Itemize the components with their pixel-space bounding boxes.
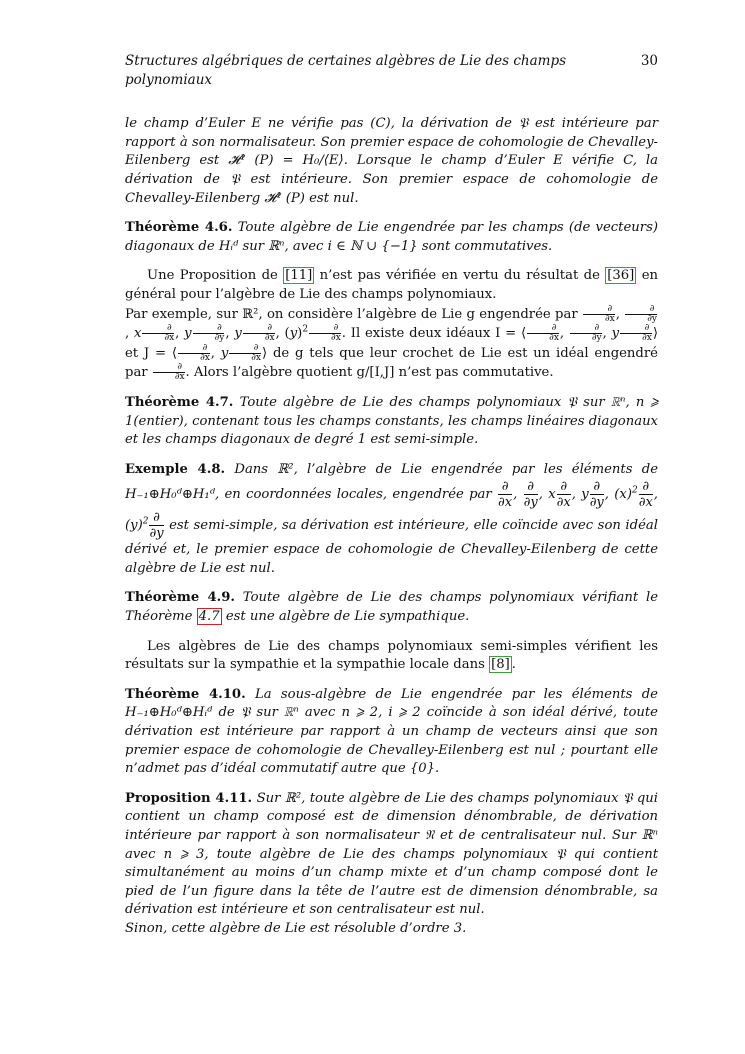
example-label: Exemple 4.8. bbox=[125, 461, 226, 477]
text-span: Les algèbres de Lie des champs polynomiaux semi-simples vérifient les résultats sur la sympathie et la sympathie locale dans bbox=[125, 638, 658, 673]
partial-derivative: $\frac{\partial}{\partial x}$ bbox=[583, 305, 615, 324]
partial-derivative: $\frac{\partial}{\partial x}$ bbox=[153, 363, 185, 382]
text-span: n’est pas vérifiée en vertu du résultat de bbox=[319, 268, 600, 284]
partial-derivative: ∂ ∂y bbox=[523, 479, 538, 511]
running-header bbox=[125, 52, 658, 89]
text-span: Dans ℝ², l’algèbre de Lie engendrée par les éléments de H₋₁⊕H₀ᵈ⊕H₁ᵈ, en coordonnées locales, engendrée par bbox=[125, 461, 658, 503]
partial-derivative: ∂ ∂x bbox=[556, 479, 571, 511]
text-span: . Il existe deux idéaux I = ⟨ bbox=[341, 326, 527, 342]
partial-derivative: $\frac{\partial}{\partial y}$ bbox=[625, 305, 657, 324]
partial-derivative: ∂ ∂y bbox=[589, 479, 604, 511]
proposition-text: Sur ℝ², toute algèbre de Lie des champs polynomiaux 𝔓 qui contient un champ composé est de dimension dénombrable, de dérivation intérieure par rapport à son normalisateur 𝔑 et de centralisateur nul. Sur ℝⁿ avec n ⩾ 3, toute algèbre de Lie des champs polynomiaux 𝔓 qui contient simultanément au moins d’un champ mixte et d’un champ composé dont le pied de l’un figure dans la tête de l’autre est de dimension dénombrable, sa dérivation est intérieure et son centralisateur est nul. bbox=[125, 790, 659, 918]
intro-paragraph: le champ d’Euler E ne vérifie pas (C), la dérivation de 𝔓 est intérieure par rapport à son normalisateur. Son premier espace de cohomologie de Chevalley-Eilenberg est 𝓗¹ (P) = H₀/⟨E⟩. Lorsque le champ d’Euler E vérifie C, la dérivation de 𝔓 est intérieure. Son premier espace de cohomologie de Chevalley-Eilenberg 𝓗¹ (P) est nul. bbox=[125, 116, 658, 206]
partial-derivative: $\frac{\partial}{\partial y}$ bbox=[570, 324, 602, 343]
partial-derivative: ∂ ∂x bbox=[498, 479, 513, 511]
theorem-4-7 bbox=[125, 394, 658, 450]
theorem-label: Théorème 4.6. bbox=[125, 220, 233, 236]
text-span: est une algèbre de Lie sympathique. bbox=[225, 609, 470, 625]
theorem-4-10 bbox=[125, 686, 658, 779]
partial-derivative: $\frac{\partial}{\partial x}$ bbox=[229, 344, 261, 363]
partial-derivative: ∂ ∂x bbox=[638, 479, 653, 511]
text-span: en général pour l’algèbre de Lie des champs polynomiaux. bbox=[125, 268, 659, 302]
partial-derivative: $\frac{\partial}{\partial x}$ bbox=[142, 324, 174, 343]
paragraph-counterexample: Une Proposition de [11] n’est pas vérifiée en vertu du résultat de [36] en général pour l’algèbre de Lie des champs polynomiaux. Par exemple, sur ℝ², on considère l’algèbre de Lie g engendrée par $\frac{\partial}{\partial x}$ , $\frac{\partial}{\partial y}$ , x $\frac{\partial}{\partial x}$ , y $\frac{\partial}{\partial y}$ , y $\frac{\partial}{\partial x}$ , $(y)^2$ $\frac{\partial}{\partial x}$ . Il existe deux idéaux I = ⟨ $\frac{\partial}{\partial x}$ , $\frac{\partial}{\partial y}$ , y $\frac{\partial}{\partial x}$ ⟩ et J = ⟨ $\frac{\partial}{\partial x}$ , y $\frac{\partial}{\partial x}$ ⟩ de g tels que leur crochet de Lie est un idéal engendré par $\frac{\partial}{\partial x}$ . Alors l’algèbre quotient g/[I,J] n’est pas commutative. bbox=[125, 268, 659, 383]
text-span: Une Proposition de bbox=[147, 268, 278, 284]
citation-link[interactable]: [8] bbox=[491, 657, 510, 673]
theorem-text: La sous-algèbre de Lie engendrée par les éléments de H₋₁⊕H₀ᵈ⊕Hᵢᵈ de 𝔓 sur ℝⁿ avec n ⩾ 2, i ⩾ 2 coïncide à son idéal dérivé, toute dérivation est intérieure par rapport à un champ de vecteurs ainsi que son premier espace de cohomologie de Chevalley-Eilenberg est nul ; pourtant elle n’admet pas d’idéal commutatif autre que {0}. bbox=[125, 686, 658, 777]
text-span: ⟩ de g tels que leur crochet de Lie est un idéal engendré par bbox=[125, 345, 658, 381]
theorem-label: Théorème 4.10. bbox=[125, 686, 246, 702]
partial-derivative: $\frac{\partial}{\partial x}$ bbox=[620, 324, 652, 343]
theorem-4-9 bbox=[125, 589, 658, 626]
citation-link[interactable]: [36] bbox=[607, 268, 635, 284]
text-span: . bbox=[511, 657, 516, 673]
partial-derivative: $\frac{\partial}{\partial x}$ bbox=[527, 324, 559, 343]
theorem-reference-link[interactable]: 4.7 bbox=[198, 609, 220, 625]
theorem-label: Théorème 4.9. bbox=[125, 590, 235, 606]
proposition-label: Proposition 4.11. bbox=[125, 790, 253, 806]
theorem-text: Toute algèbre de Lie des champs polynomiaux 𝔓 sur ℝⁿ, n ⩾ 1(entier), contenant tous les champs constants, les champs linéaires diagonaux et les champs diagonaux de degré 1 est semi-simple. bbox=[125, 394, 658, 448]
theorem-text: Toute algèbre de Lie engendrée par les champs (de vecteurs) diagonaux de Hᵢᵈ sur ℝⁿ, avec i ∈ ℕ ∪ {−1} sont commutatives. bbox=[125, 220, 658, 254]
running-title: Structures algébriques de certaines algèbres de Lie des champs polynomiaux bbox=[125, 53, 567, 88]
page-number: 30 bbox=[640, 53, 658, 69]
partial-derivative: $\frac{\partial}{\partial x}$ bbox=[309, 324, 341, 343]
citation-link[interactable]: [11] bbox=[285, 268, 313, 284]
paragraph-sympathy bbox=[125, 638, 658, 675]
paper-page bbox=[125, 52, 658, 939]
proposition-last-line: Sinon, cette algèbre de Lie est résoluble d’ordre 3. bbox=[125, 920, 467, 936]
proposition-4-11 bbox=[125, 790, 658, 939]
text-span: . Alors l’algèbre quotient g/[I,J] n’est pas commutative. bbox=[185, 365, 554, 381]
text-span: est semi-simple, sa dérivation est intérieure, elle coïncide avec son idéal dérivé et, le premier espace de cohomologie de Chevalley-Eilenberg de cette algèbre de Lie est nul. bbox=[125, 518, 658, 576]
text-span: Toute algèbre de Lie des champs polynomiaux vérifiant le Théorème bbox=[125, 590, 658, 625]
theorem-4-6 bbox=[125, 219, 658, 256]
partial-derivative: $\frac{\partial}{\partial x}$ bbox=[243, 324, 275, 343]
example-4-8: Exemple 4.8. Dans ℝ², l’algèbre de Lie engendrée par les éléments de H₋₁⊕H₀ᵈ⊕H₁ᵈ, en coordonnées locales, engendrée par ∂ ∂x , ∂ ∂y , x ∂ ∂x , y ∂ ∂y , $(x)^2$ ∂ ∂x , $(y)^2$ ∂ ∂y est semi-simple, sa dérivation est intérieure, elle coïncide avec son idéal dérivé et, le premier espace de cohomologie de Chevalley-Eilenberg de cette algèbre de Lie est nul. bbox=[125, 461, 658, 576]
partial-derivative: $\frac{\partial}{\partial x}$ bbox=[178, 344, 210, 363]
text-span: Par exemple, sur ℝ², on considère l’algèbre de Lie g engendrée par bbox=[125, 306, 578, 322]
partial-derivative: ∂ ∂y bbox=[149, 510, 164, 542]
partial-derivative: $\frac{\partial}{\partial y}$ bbox=[193, 324, 225, 343]
theorem-label: Théorème 4.7. bbox=[125, 394, 234, 410]
text-span: ⟩ et J = ⟨ bbox=[125, 326, 658, 361]
